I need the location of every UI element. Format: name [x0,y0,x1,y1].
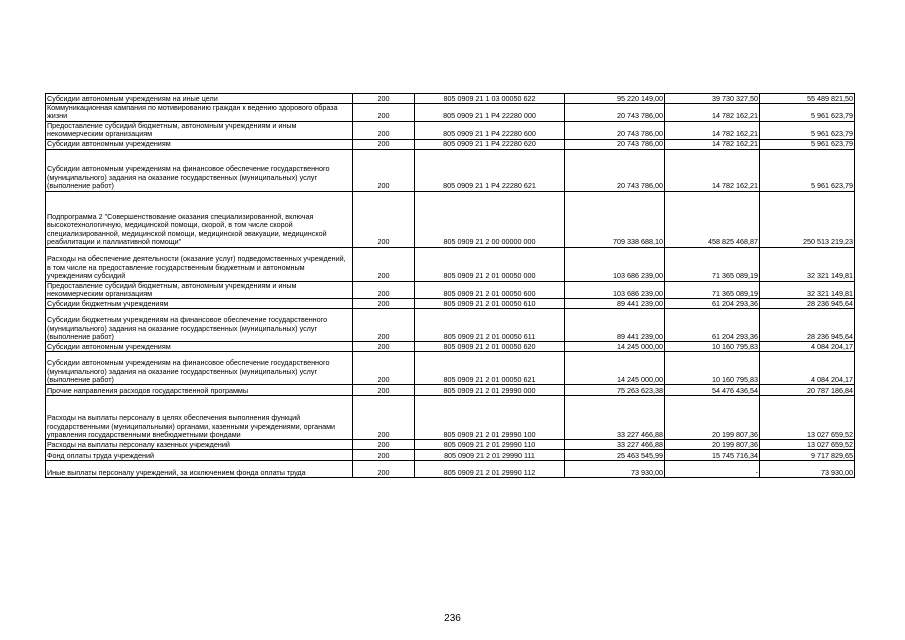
table-row [46,352,855,385]
row-remaining-cell: 20 787 186,84 [760,385,855,396]
row-executed-cell: - [665,461,760,478]
row-remaining-cell: 4 084 204,17 [760,352,855,385]
row-kbk-cell: 805 0909 21 2 00 00000 000 [415,191,565,247]
row-code-cell: 200 [353,461,415,478]
row-kbk-cell: 805 0909 21 1 Р4 22280 600 [415,121,565,139]
table-row [46,309,855,342]
table-row [46,149,855,191]
table-row [46,299,855,309]
row-plan-cell: 89 441 239,00 [565,299,665,309]
row-executed-cell: 458 825 468,87 [665,191,760,247]
row-name-cell: Расходы на выплаты персоналу казенных учреждений [46,440,353,450]
row-plan-cell: 20 743 786,00 [565,139,665,149]
row-plan-cell: 25 463 545,99 [565,450,665,461]
row-plan-cell: 73 930,00 [565,461,665,478]
row-remaining-cell: 13 027 659,52 [760,396,855,440]
row-executed-cell: 61 204 293,36 [665,299,760,309]
row-name-cell: Иные выплаты персоналу учреждений, за исключением фонда оплаты труда [46,461,353,478]
row-code-cell: 200 [353,309,415,342]
table-row [46,385,855,396]
row-plan-cell: 95 220 149,00 [565,94,665,104]
row-executed-cell: 54 476 436,54 [665,385,760,396]
row-executed-cell: 39 730 327,50 [665,94,760,104]
row-name-cell: Субсидии автономным учреждениям [46,342,353,352]
row-executed-cell: 14 782 162,21 [665,149,760,191]
table-row [46,461,855,478]
row-executed-cell: 10 160 795,83 [665,352,760,385]
table-row [46,94,855,104]
row-executed-cell: 10 160 795,83 [665,342,760,352]
row-name-cell: Субсидии автономным учреждениям на иные цели [46,94,353,104]
row-remaining-cell: 5 961 623,79 [760,121,855,139]
row-code-cell: 200 [353,396,415,440]
row-kbk-cell: 805 0909 21 2 01 00050 610 [415,299,565,309]
row-remaining-cell: 73 930,00 [760,461,855,478]
row-kbk-cell: 805 0909 21 2 01 00050 000 [415,247,565,281]
row-name-cell: Субсидии автономным учреждениям на финансовое обеспечение государственного (муниципального) задания на оказание государственных (муниципальных) услуг (выполнение работ) [46,352,353,385]
table-row [46,191,855,247]
row-plan-cell: 20 743 786,00 [565,121,665,139]
row-name-cell: Субсидии автономным учреждениям [46,139,353,149]
row-plan-cell: 709 338 688,10 [565,191,665,247]
row-kbk-cell: 805 0909 21 1 Р4 22280 000 [415,104,565,122]
row-code-cell: 200 [353,247,415,281]
row-name-cell: Подпрограмма 2 "Совершенствование оказания специализированной, включая высокотехнологичную, медицинской помощи, скорой, в том числе скорой специализированной, медицинской помощи, медицинской эвакуации, медицинской реабилитации и паллиативной помощи" [46,191,353,247]
page-number: 236 [444,613,461,624]
row-code-cell: 200 [353,191,415,247]
row-name-cell: Предоставление субсидий бюджетным, автономным учреждениям и иным некоммерческим организациям [46,121,353,139]
row-code-cell: 200 [353,299,415,309]
row-executed-cell: 71 365 089,19 [665,247,760,281]
row-kbk-cell: 805 0909 21 1 Р4 22280 620 [415,139,565,149]
row-plan-cell: 14 245 000,00 [565,352,665,385]
row-executed-cell: 20 199 807,36 [665,440,760,450]
row-code-cell: 200 [353,94,415,104]
row-code-cell: 200 [353,385,415,396]
row-name-cell: Субсидии автономным учреждениям на финансовое обеспечение государственного (муниципального) задания на оказание государственных (муниципальных) услуг (выполнение работ) [46,149,353,191]
row-kbk-cell: 805 0909 21 2 01 29990 111 [415,450,565,461]
table-row [46,139,855,149]
row-plan-cell: 33 227 466,88 [565,440,665,450]
row-code-cell: 200 [353,440,415,450]
table-row [46,342,855,352]
row-code-cell: 200 [353,281,415,299]
budget-table-body [46,94,855,478]
row-name-cell: Прочие направления расходов государственной программы [46,385,353,396]
row-code-cell: 200 [353,342,415,352]
row-code-cell: 200 [353,121,415,139]
row-kbk-cell: 805 0909 21 1 Р4 22280 621 [415,149,565,191]
row-executed-cell: 71 365 089,19 [665,281,760,299]
row-executed-cell: 14 782 162,21 [665,104,760,122]
row-code-cell: 200 [353,104,415,122]
row-name-cell: Расходы на выплаты персоналу в целях обеспечения выполнения функций государственными (муниципальными) органами, казенными учреждениями, органами управления государственными внебюджетными фондами [46,396,353,440]
table-row [46,450,855,461]
row-remaining-cell: 9 717 829,65 [760,450,855,461]
row-remaining-cell: 13 027 659,52 [760,440,855,450]
row-plan-cell: 103 686 239,00 [565,247,665,281]
row-plan-cell: 20 743 786,00 [565,149,665,191]
table-row [46,247,855,281]
row-remaining-cell: 32 321 149,81 [760,247,855,281]
row-executed-cell: 20 199 807,36 [665,396,760,440]
row-name-cell: Субсидии бюджетным учреждениям [46,299,353,309]
row-code-cell: 200 [353,149,415,191]
table-row [46,440,855,450]
row-remaining-cell: 4 084 204,17 [760,342,855,352]
row-remaining-cell: 5 961 623,79 [760,149,855,191]
row-plan-cell: 103 686 239,00 [565,281,665,299]
row-plan-cell: 75 263 623,38 [565,385,665,396]
row-plan-cell: 89 441 239,00 [565,309,665,342]
table-row [46,104,855,122]
table-row [46,281,855,299]
row-plan-cell: 20 743 786,00 [565,104,665,122]
row-remaining-cell: 28 236 945,64 [760,299,855,309]
row-remaining-cell: 250 513 219,23 [760,191,855,247]
row-plan-cell: 14 245 000,00 [565,342,665,352]
row-code-cell: 200 [353,352,415,385]
row-executed-cell: 15 745 716,34 [665,450,760,461]
row-name-cell: Предоставление субсидий бюджетным, автономным учреждениям и иным некоммерческим организациям [46,281,353,299]
row-kbk-cell: 805 0909 21 2 01 00050 600 [415,281,565,299]
row-kbk-cell: 805 0909 21 2 01 00050 620 [415,342,565,352]
row-kbk-cell: 805 0909 21 1 03 00050 622 [415,94,565,104]
table-row [46,396,855,440]
row-code-cell: 200 [353,450,415,461]
row-name-cell: Фонд оплаты труда учреждений [46,450,353,461]
row-executed-cell: 61 204 293,36 [665,309,760,342]
row-kbk-cell: 805 0909 21 2 01 29990 100 [415,396,565,440]
row-remaining-cell: 32 321 149,81 [760,281,855,299]
budget-table [45,93,855,478]
row-kbk-cell: 805 0909 21 2 01 29990 112 [415,461,565,478]
table-row [46,121,855,139]
row-executed-cell: 14 782 162,21 [665,139,760,149]
row-remaining-cell: 5 961 623,79 [760,104,855,122]
row-executed-cell: 14 782 162,21 [665,121,760,139]
row-name-cell: Коммуникационная кампания по мотивированию граждан к ведению здорового образа жизни [46,104,353,122]
row-kbk-cell: 805 0909 21 2 01 00050 621 [415,352,565,385]
row-remaining-cell: 55 489 821,50 [760,94,855,104]
row-kbk-cell: 805 0909 21 2 01 29990 110 [415,440,565,450]
row-name-cell: Расходы на обеспечение деятельности (оказание услуг) подведомственных учреждений, в том числе на предоставление государственным бюджетным и автономным учреждениям субсидий [46,247,353,281]
row-code-cell: 200 [353,139,415,149]
row-plan-cell: 33 227 466,88 [565,396,665,440]
row-remaining-cell: 28 236 945,64 [760,309,855,342]
row-kbk-cell: 805 0909 21 2 01 29990 000 [415,385,565,396]
row-kbk-cell: 805 0909 21 2 01 00050 611 [415,309,565,342]
row-name-cell: Субсидии бюджетным учреждениям на финансовое обеспечение государственного (муниципального) задания на оказание государственных (муниципальных) услуг (выполнение работ) [46,309,353,342]
row-remaining-cell: 5 961 623,79 [760,139,855,149]
